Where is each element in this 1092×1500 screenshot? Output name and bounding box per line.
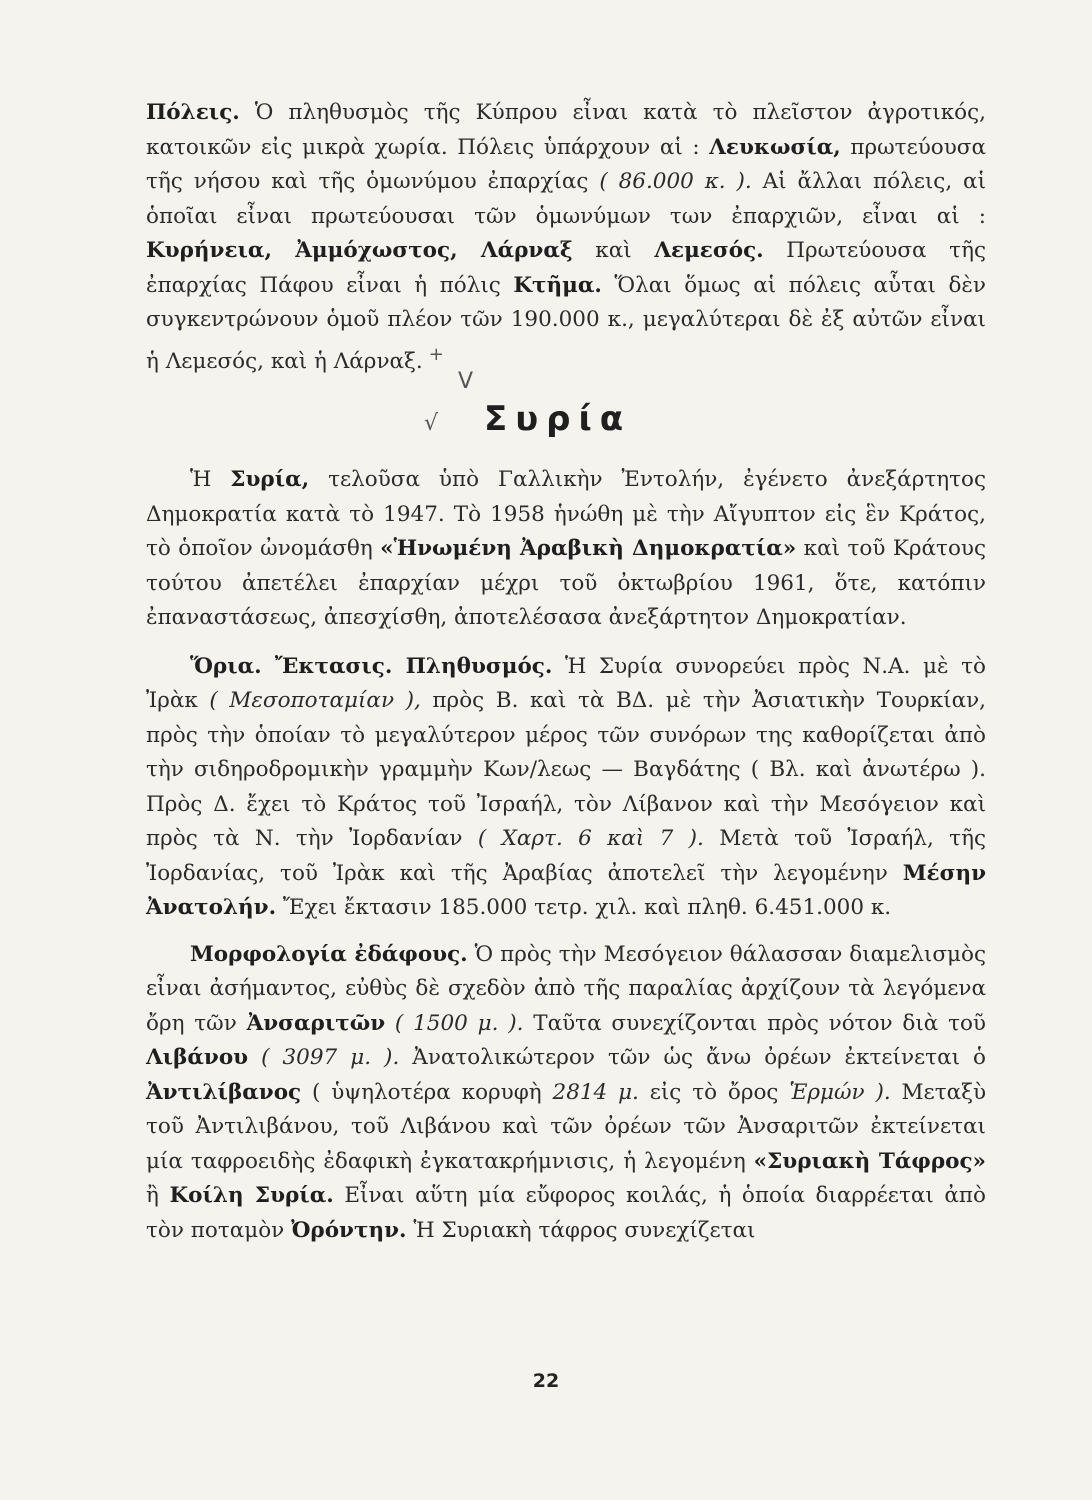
syria-borders-paragraph (146, 650, 986, 926)
text-run: Ἡ Συρία συνορεύει πρὸς Ν.Α. μὲ τὸ Ἰρὰκ (146, 653, 986, 714)
text-run: Πρωτεύουσα τῆς ἐπαρχίας Πάφου εἶναι ἡ πόλις (146, 238, 986, 298)
handwritten-plus-mark: + (428, 343, 444, 365)
text-run: εἰς τὸ ὄρος (638, 1079, 790, 1105)
bold-term: Κυρήνεια, Ἀμμόχωστος, Λάρναξ (146, 238, 573, 263)
bold-term: Ὀρόντην. (291, 1217, 407, 1243)
handwritten-v-mark: V (458, 369, 474, 395)
text-run: ( ὑψηλοτέρα κορυφὴ (301, 1079, 553, 1105)
text-run: Μετὰ τοῦ Ἰσραήλ, τῆς Ἰορδανίας, τοῦ Ἰρὰκ καὶ τῆς Ἀραβίας ἀποτελεῖ τὴν λεγομένην (146, 826, 986, 886)
cities-heading: Πόλεις. (146, 100, 240, 125)
text-run: Ἔχει ἔκτασιν 185.000 τετρ. χιλ. καὶ πληθ. 6.451.000 κ. (276, 895, 892, 921)
text-run: πρωτεύουσα τῆς νήσου καὶ τῆς ὁμωνύμου ἐπαρχίας (146, 134, 986, 194)
text-run: τελοῦσα ὑπὸ Γαλλικὴν Ἐντολήν, ἐγένετο ἀνεξάρτητος Δημοκρατία κατὰ τὸ 1947. Τὸ 1958 ἡνώθη μὲ τὴν Αἴγυπτον εἰς ἓν Κράτος, τὸ ὁποῖον ὠνομάσθη (146, 467, 986, 562)
borders-heading: Ὅρια. Ἔκτασις. Πληθυσμός. (190, 653, 553, 679)
text-run: Εἶναι αὕτη μία εὔφορος κοιλάς, ἡ ὁποία διαρρέεται ἀπὸ τὸν ποταμὸν (146, 1183, 986, 1243)
text-run: Ὁ πρὸς τὴν Μεσόγειον θάλασσαν διαμελισμὸς εἶναι ἀσήμαντος, εὐθὺς δὲ σχεδὸν ἀπὸ τῆς παραλίας ἀρχίζουν τὰ λεγόμενα ὄρη τῶν (146, 941, 986, 1036)
page-number: 22 (532, 1370, 560, 1392)
cyprus-cities-paragraph (146, 96, 986, 379)
bold-term: Κτῆμα. (513, 272, 602, 298)
page-body (146, 96, 986, 1248)
text-run: Ὅλαι ὅμως αἱ πόλεις αὗται δὲν συγκεντρώνουν ὁμοῦ πλέον τῶν 190.000 κ., μεγαλύτεραι δὲ ἐξ αὐτῶν εἶναι ἡ Λεμεσός, καὶ ἡ Λάρναξ. (146, 272, 986, 374)
text-run: Ἡ (190, 467, 231, 493)
italic-term: ( 1500 μ. ). (385, 1010, 524, 1036)
italic-term: ( 86.000 κ. ). (599, 169, 752, 194)
bold-term: Ἀντιλίβανος (146, 1079, 302, 1105)
handwritten-check-mark: √ (424, 411, 439, 437)
text-run: Ἡ Συριακὴ τάφρος συνεχίζεται (406, 1217, 756, 1243)
morphology-heading: Μορφολογία ἐδάφους. (190, 941, 468, 967)
syria-title-block (146, 369, 986, 463)
text-run: Μεταξὺ τοῦ Ἀντιλιβάνου, τοῦ Λιβάνου καὶ τῶν ὀρέων τῶν Ἀνσαριτῶν ἐκτείνεται μία ταφροειδὴς ἐδαφικὴ ἐγκατακρήμνισις, ἡ λεγομένη (146, 1079, 987, 1174)
bold-term: Λεμεσός. (654, 238, 764, 263)
spacer (146, 926, 986, 938)
italic-term: ( 3097 μ. ). (248, 1045, 400, 1071)
bold-term: Λιβάνου (146, 1045, 249, 1071)
bold-term: Κοίλη Συρία. (169, 1183, 334, 1209)
bold-term: Λευκωσία, (709, 134, 841, 160)
bold-term: «Συριακὴ Τάφρος» (753, 1148, 986, 1174)
bold-term: Συρία, (230, 467, 310, 493)
text-run: Ταῦτα συνεχίζονται πρὸς νότον διὰ τοῦ (523, 1010, 986, 1036)
text-run: Ὁ πληθυσμὸς τῆς Κύπρου εἶναι κατὰ τὸ πλεῖστον ἀγροτικός, κατοικῶν εἰς μικρὰ χωρία. Πόλεις ὑπάρχουν αἱ : (146, 100, 986, 160)
text-run: καὶ (572, 238, 655, 263)
text-run: ἢ (146, 1183, 170, 1209)
bold-term: Μέσην Ἀνατολήν. (146, 860, 986, 921)
syria-morphology-paragraph (146, 938, 986, 1249)
text-run: πρὸς Β. καὶ τὰ ΒΔ. μὲ τὴν Ἀσιατικὴν Τουρκίαν, πρὸς τὴν ὁποίαν τὸ μεγαλύτερον μέρος τῶν συνόρων της καθορίζεται ἀπὸ τὴν σιδηροδρομικὴν γραμμὴν Κων/λεως — Βαγδάτης ( Βλ. καὶ ἀνωτέρω ). Πρὸς Δ. ἔχει τὸ Κράτος τοῦ Ἰσραήλ, τὸν Λίβανον καὶ τὴν Μεσόγειον καὶ πρὸς τὰ Ν. τὴν Ἰορδανίαν (146, 688, 986, 852)
italic-term: Ἑρμών ). (789, 1079, 891, 1105)
italic-term: 2814 μ. (552, 1079, 639, 1105)
bold-term: «Ἡνωμένη Ἀραβικὴ Δημοκρατία» (380, 536, 797, 562)
spacer (146, 636, 986, 650)
bold-term: Ἀνσαριτῶν (246, 1010, 386, 1036)
italic-term: ( Μεσοποταμίαν ), (209, 688, 421, 714)
text-run: καὶ τοῦ Κράτους τούτου ἀπετέλει ἐπαρχίαν μέχρι τοῦ ὀκτωβρίου 1961, ὅτε, κατόπιν ἐπαναστάσεως, ἀπεσχίσθη, ἀποτελέσασα ἀνεξάρτητον Δημοκρατίαν. (146, 536, 987, 631)
section-title: Συρία (484, 399, 632, 440)
text-run: Ἀνατολικώτερον τῶν ὡς ἄνω ὀρέων ἐκτείνεται ὁ (399, 1045, 986, 1071)
text-run: Αἱ ἄλλαι πόλεις, αἱ ὁποῖαι εἶναι πρωτεύουσαι τῶν ὁμωνύμων των ἐπαρχιῶν, εἶναι αἱ : (146, 169, 987, 229)
syria-intro-paragraph (146, 463, 986, 636)
italic-term: ( Χαρτ. 6 καὶ 7 ). (477, 826, 704, 852)
